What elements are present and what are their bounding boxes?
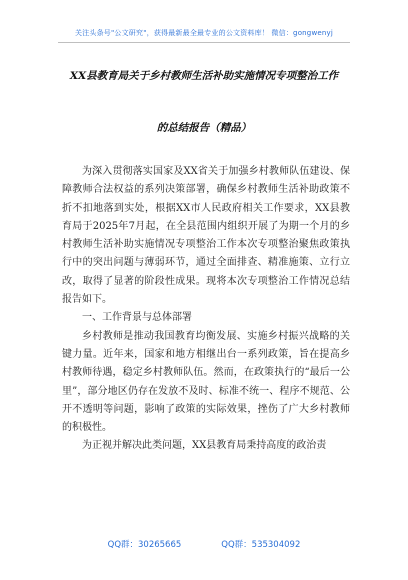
section-heading: 一、工作背景与总体部署 [82,312,192,324]
header-banner[interactable]: 关注头条号"公文研究"，获得最新最全最专业的公文资料库！ 微信：gongwenyj [74,29,334,37]
footer-qq-group-2[interactable]: QQ群：535304092 [221,540,301,550]
document-body [62,163,350,456]
document-title-line1: XX县教育局关于乡村教师生活补助实施情况专项整治工作 [69,70,339,82]
footer-qq-group-1[interactable]: QQ群：30265665 [107,540,182,550]
document-title-line2: 的总结报告（精品） [156,122,252,134]
footer-contact [0,538,408,550]
body-paragraph: 为正视并解决此类问题，XX县教育局秉持高度的政治责 [82,440,327,452]
body-paragraph: 为深入贯彻落实国家及XX省关于加强乡村教师队伍建设、保障教师合法权益的系列决策部署，确保乡村教师生活补助政策不折不扣地落到实处，根据XX市人民政府相关工作要求，XX县教育局于2025年7月起，在全县范围内组织开展了为期一个月的乡村教师生活补助实施情况专项整治工作本次专项整治聚焦政策执行中的突出问题与薄弱环节，通过全面排查、精准施策、立行立改，取得了显著的阶段性成果。现将本次专项整治工作情况总结报告如下。 [62,166,350,306]
body-paragraph: 乡村教师是推动我国教育均衡发展、实施乡村振兴战略的关键力量。近年来，国家和地方相继出台一系列政策，旨在提高乡村教师待遇，稳定乡村教师队伍。然而，在政策执行的“最后一公里”，部分地区仍存在发放不及时、标准不统一、程序不规范、公开不透明等问题，影响了政策的实际效果，挫伤了广大乡村教师的积极性。 [62,330,350,434]
header-divider [58,42,350,43]
